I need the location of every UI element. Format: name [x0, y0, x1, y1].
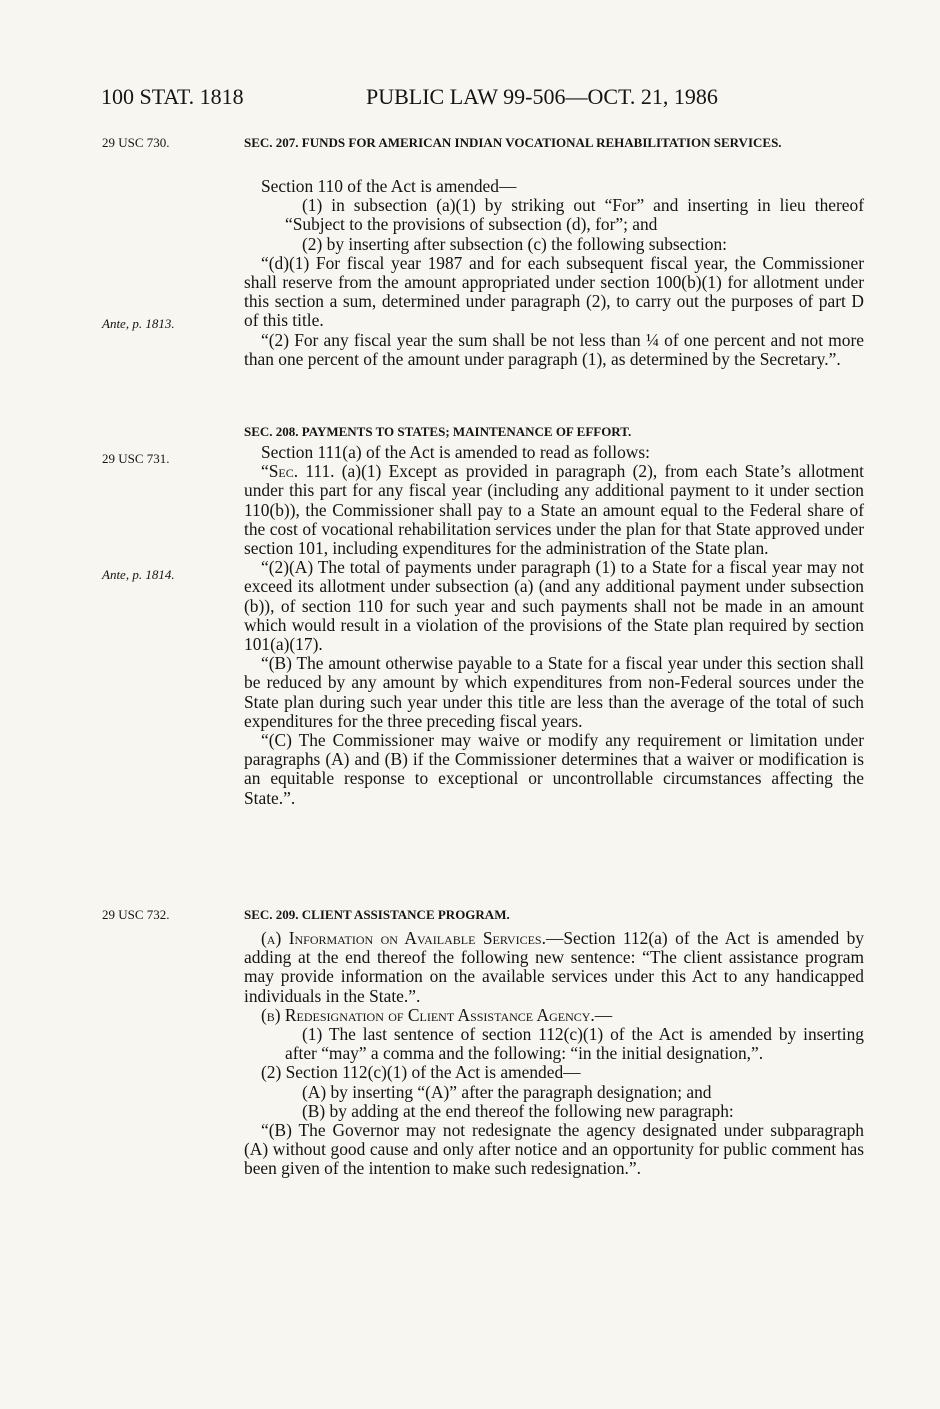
- margin-note-usc-730: 29 USC 730.: [102, 135, 170, 150]
- margin-note-usc-732: 29 USC 732.: [102, 907, 170, 922]
- margin-note-usc-731: 29 USC 731.: [102, 451, 170, 466]
- public-law-title: PUBLIC LAW 99-506—OCT. 21, 1986: [366, 84, 718, 109]
- section-208-heading: SEC. 208. PAYMENTS TO STATES; MAINTENANCE OF EFFORT.: [244, 424, 632, 439]
- section-207-heading: SEC. 207. FUNDS FOR AMERICAN INDIAN VOCATIONAL REHABILITATION SERVICES.: [244, 135, 782, 150]
- section-208-a1-text: 111. (a)(1) Except as provided in paragraph (2), from each State’s allotment under this part for any fiscal year (including any additional payment to it under section 110(b)), the Commissioner shall pay to a State an amount equal to the Federal share of the cost of vocational rehabilitation services under the plan for that State approved under section 101, including expenditures for the administration of the State plan.: [244, 461, 865, 559]
- section-209-b2A: (A) by inserting “(A)” after the paragraph designation; and: [302, 1081, 712, 1102]
- section-208-sec-label: “Sec.: [261, 461, 299, 482]
- section-209-body: [244, 929, 864, 1179]
- section-207-d2: “(2) For any fiscal year the sum shall be not less than ¼ of one percent and not more than one percent of the amount under paragraph (1), as determined by the Secretary.”.: [244, 329, 864, 369]
- section-208-a2A: “(2)(A) The total of payments under paragraph (1) to a State for a fiscal year may not exceed its allotment under subsection (a) (and any additional payment under subsection (b)), of section 110 for such year and such payments shall not be made in an amount which would result in a violation of the provisions of the State plan required by section 101(a)(17).: [244, 557, 864, 655]
- section-209-b-title: (b) Redesignation of Client Assistance Agency.: [261, 1004, 595, 1025]
- margin-note-ante-1814: Ante, p. 1814.: [102, 567, 175, 582]
- section-209-quote-B: “(B) The Governor may not redesignate the agency designated under subparagraph (A) without good cause and only after notice and an opportunity for public comment has been given of the intention to make such redesignation.”.: [244, 1120, 864, 1179]
- section-207-d1: “(d)(1) For fiscal year 1987 and for each subsequent fiscal year, the Commissioner shall reserve from the amount appropriated under section 100(b)(1) for allotment under this section a sum, determined under paragraph (2), to carry out the purposes of part D of this title.: [244, 252, 864, 331]
- page-citation: 100 STAT. 1818: [101, 84, 244, 109]
- section-208-a2C: “(C) The Commissioner may waive or modify any requirement or limitation under paragraphs (A) and (B) if the Commissioner determines that a waiver or modification is an equitable response to exceptional or uncontrollable circumstances affecting the State.”.: [244, 730, 864, 808]
- section-209-a-title: (a) Information on Available Services.: [261, 928, 546, 948]
- section-208-body: [244, 443, 864, 808]
- section-207-item-1-text: (1) in subsection (a)(1) by striking out “For” and inserting in lieu thereof “Subject to the provisions of subsection (d), for”; and: [285, 195, 864, 235]
- section-207-item-2: (2) by inserting after subsection (c) the following subsection:: [302, 233, 728, 254]
- section-209-b2: (2) Section 112(c)(1) of the Act is amended—: [261, 1062, 581, 1083]
- section-208-a2B: “(B) The amount otherwise payable to a State for a fiscal year under this section shall be reduced by any amount by which expenditures from non-Federal sources under the State plan during such year under this title are less than the average of the total of such expenditures for the three preceding fiscal years.: [244, 653, 864, 731]
- section-208-a1: [244, 462, 864, 558]
- section-209-b-dash: —: [594, 1004, 613, 1025]
- section-207-item-1: [244, 196, 864, 234]
- section-208-intro: Section 111(a) of the Act is amended to read as follows:: [261, 442, 650, 462]
- section-207-intro: Section 110 of the Act is amended—: [261, 176, 517, 196]
- section-209-a-text: —Section 112(a) of the Act is amended by adding at the end thereof the following new sentence: “The client assistance program may provide information on the available services under this Act to any handicapped individuals in the State.”.: [244, 928, 864, 1006]
- section-207-body: [244, 177, 864, 369]
- section-209-a: [244, 929, 864, 1006]
- section-209-b2B: (B) by adding at the end thereof the following new paragraph:: [302, 1100, 734, 1121]
- section-209-b: [244, 1006, 864, 1025]
- margin-note-ante-1813: Ante, p. 1813.: [102, 316, 175, 331]
- section-209-b1: (1) The last sentence of section 112(c)(1) of the Act is amended by inserting after “may” a comma and the following: “in the initial designation,”.: [285, 1024, 864, 1064]
- section-209-heading: SEC. 209. CLIENT ASSISTANCE PROGRAM.: [244, 907, 510, 922]
